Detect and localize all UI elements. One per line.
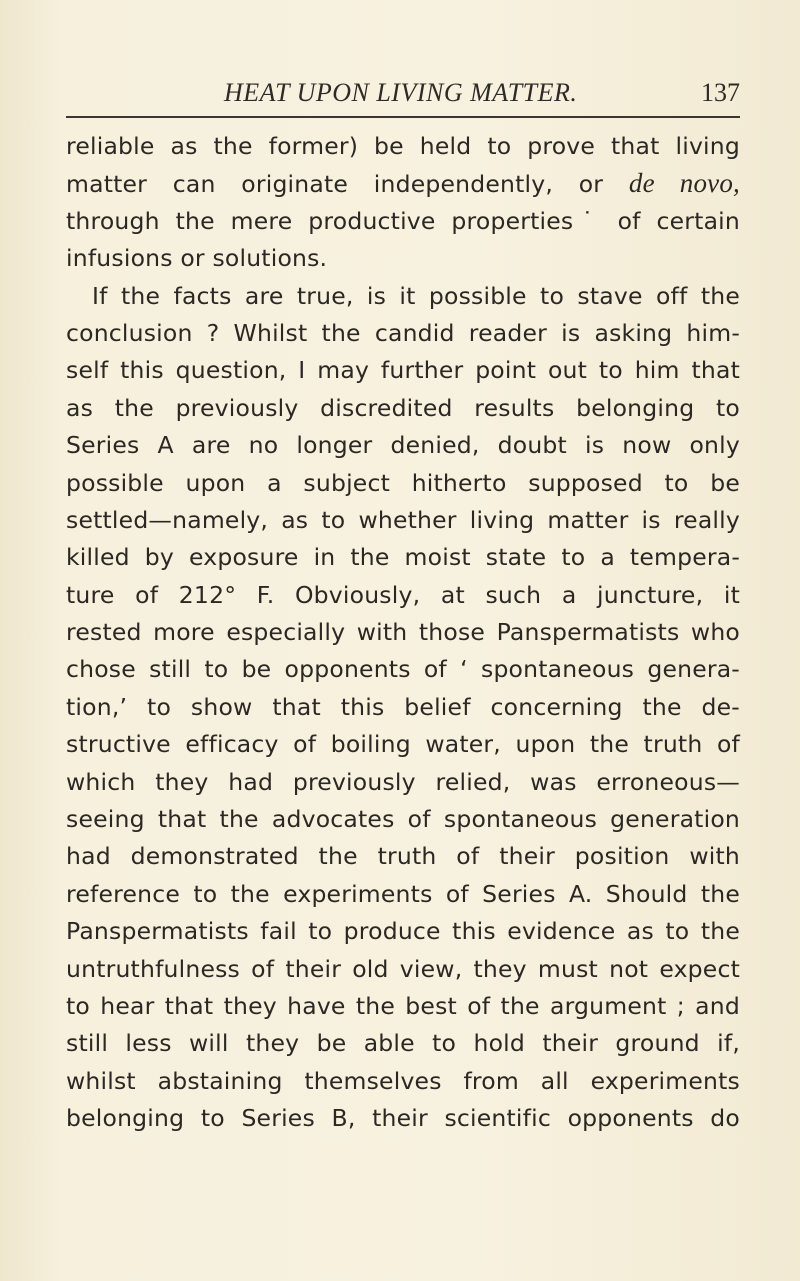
text-line: killed by exposure in the moist state to a tempera- [66,543,740,572]
text-line: Series A are no longer denied, doubt is now only [66,431,740,460]
text-line: self this question, I may further point out to him that [66,356,740,385]
text-line: If the facts are true, is it possible to stave off the [92,281,740,310]
text-line: rested more especially with those Panspermatists who [66,618,740,647]
text-line: possible upon a subject hitherto supposed to be [66,468,740,497]
header-rule [66,116,740,118]
text-line: ture of 212° F. Obviously, at such a juncture, it [66,580,740,609]
text-line: infusions or solutions. [66,244,328,273]
text-line: untruthfulness of their old view, they must not expect [66,954,740,983]
page-number: 137 [701,78,740,107]
running-head [66,78,740,112]
text-line: settled—namely, as to whether living matter is really [66,505,740,534]
text-line: conclusion ? Whilst the candid reader is asking him- [66,318,740,347]
text-line: tion,’ to show that this belief concerning the de- [66,692,740,721]
text-segment: matter can originate independently, or [66,170,604,199]
running-title: HEAT UPON LIVING MATTER. [224,78,578,107]
text-line: which they had previously relied, was erroneous— [66,767,740,796]
italic-phrase: de novo, [628,168,740,199]
text-line: reliable as the former) be held to prove that living [66,132,740,160]
text-line: still less will they be able to hold their ground if, [66,1029,740,1058]
text-line: had demonstrated the truth of their position with [66,842,740,871]
text-line: reference to the experiments of Series A. Should the [66,879,740,908]
text-line: as the previously discredited results belonging to [66,393,740,422]
text-line: through the mere productive properties˙ of certain [66,206,740,235]
text-line: seeing that the advocates of spontaneous generation [66,805,740,834]
text-line: Panspermatists fail to produce this evidence as to the [66,917,740,946]
text-line: to hear that they have the best of the argument ; and [66,991,740,1020]
text-line: whilst abstaining themselves from all experiments [66,1066,740,1095]
text-line [66,165,740,202]
body-text [66,128,740,1138]
text-line: chose still to be opponents of ‘ spontaneous genera- [66,655,740,684]
text-line: belonging to Series B, their scientific opponents do [66,1104,740,1133]
text-line: structive efficacy of boiling water, upon the truth of [66,730,740,759]
